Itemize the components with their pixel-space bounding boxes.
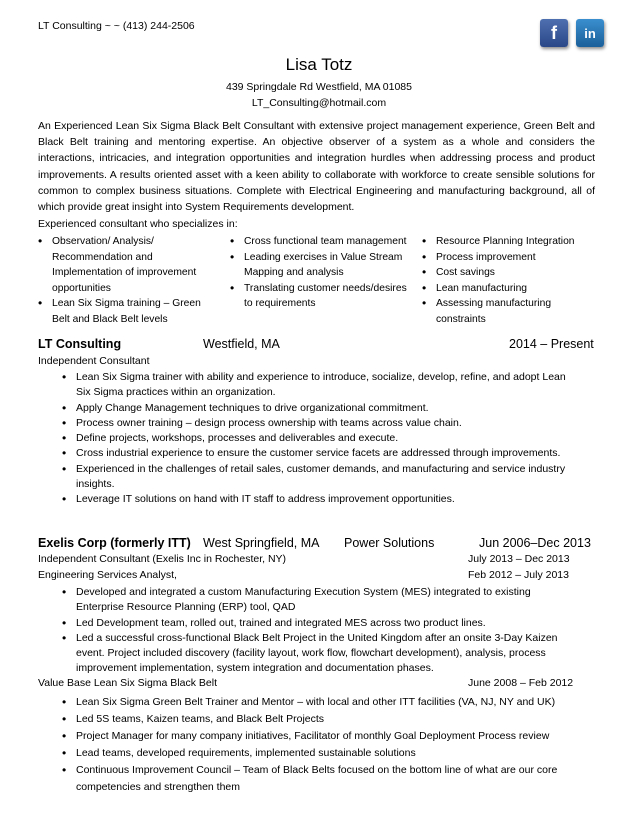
job1-company: LT Consulting — [38, 337, 122, 351]
job1-location: Westfield, MA — [203, 337, 280, 351]
role-title: Independent Consultant (Exelis Inc in Rochester, NY) — [38, 553, 287, 565]
role-dates: June 2008 – Feb 2012 — [468, 677, 574, 689]
specialties-intro: Experienced consultant who specializes in: — [38, 218, 238, 230]
role-dates: Feb 2012 – July 2013 — [468, 569, 569, 581]
list-item: • Lead teams, developed requirements, implemented sustainable solutions — [62, 745, 590, 762]
job1-dates: 2014 – Present — [509, 337, 594, 351]
list-item: • Led 5S teams, Kaizen teams, and Black Belt Projects — [62, 711, 590, 728]
job2-company: Exelis Corp (formerly ITT) — [38, 536, 191, 550]
email[interactable]: LT_Consulting@hotmail.com — [251, 97, 387, 109]
list-item: • Apply Change Management techniques to drive organizational commitment. — [62, 401, 570, 416]
job2-role2 — [38, 569, 595, 585]
list-item: • Lean Six Sigma trainer with ability and experience to introduce, socialize, develop, refine, and adopt Lean Six Sigma practices within an organization. — [62, 370, 570, 401]
list-item: • Process improvement — [422, 250, 602, 266]
header-contact: LT Consulting ~ ~ (413) 244-2506 — [38, 20, 195, 32]
role-dates: July 2013 – Dec 2013 — [468, 553, 570, 565]
job2-role2-bullets — [62, 585, 577, 677]
list-item: • Continuous Improvement Council – Team of Black Belts focused on the bottom line of what are our core competencies and strengthen them — [62, 762, 590, 796]
facebook-icon[interactable]: f — [540, 19, 568, 47]
job2-division: Power Solutions — [344, 536, 435, 550]
list-item: • Developed and integrated a custom Manufacturing Execution System (MES) integrated to existing Enterprise Resource Planning (ERP) tool, QAD — [62, 585, 577, 616]
list-item: • Define projects, workshops, processes and deliverables and execute. — [62, 431, 570, 446]
list-item: • Project Manager for many company initiatives, Facilitator of monthly Goal Deployment Process review — [62, 728, 590, 745]
list-item: • Lean manufacturing — [422, 281, 602, 297]
list-item: • Leading exercises in Value Stream Mapping and analysis — [230, 250, 408, 281]
linkedin-icon[interactable]: in — [576, 19, 604, 47]
list-item: • Process owner training – design process ownership with teams across value chain. — [62, 416, 570, 431]
list-item: • Lean Six Sigma Green Belt Trainer and Mentor – with local and other ITT facilities (VA, NJ, NY and UK) — [62, 694, 590, 711]
list-item: • Led a successful cross-functional Black Belt Project in the United Kingdom after an onsite 3-Day Kaizen event. Project included discovery (facility layout, work flow, flowchart development), analysis, process improvement implementation, system integration and documentation phases. — [62, 631, 577, 677]
job1-bullets — [62, 370, 570, 508]
list-item: • Translating customer needs/desires to requirements — [230, 281, 408, 312]
list-item: • Cross industrial experience to ensure the customer service facets are addressed through improvements. — [62, 446, 570, 461]
list-item: • Lean Six Sigma training – Green Belt and Black Belt levels — [38, 296, 218, 327]
role-title: Engineering Services Analyst, — [38, 569, 177, 581]
job2-dates: Jun 2006–Dec 2013 — [479, 536, 591, 550]
job2-role3 — [38, 677, 595, 693]
list-item: • Leverage IT solutions on hand with IT staff to address improvement opportunities. — [62, 492, 570, 507]
job1-title: Independent Consultant — [38, 355, 150, 367]
specialties-col3 — [422, 234, 602, 327]
list-item: • Led Development team, rolled out, trained and integrated MES across two product lines. — [62, 616, 577, 631]
list-item: • Assessing manufacturing constraints — [422, 296, 602, 327]
role-title: Value Base Lean Six Sigma Black Belt — [38, 677, 217, 689]
specialties-col2 — [230, 234, 408, 312]
address: 439 Springdale Rd Westfield, MA 01085 — [225, 81, 412, 93]
list-item: • Observation/ Analysis/ Recommendation and Implementation of improvement opportunities — [38, 234, 218, 296]
specialties-col1 — [38, 234, 218, 327]
list-item: • Cross functional team management — [230, 234, 408, 250]
job2-role1 — [38, 553, 595, 569]
candidate-name: Lisa Totz — [285, 55, 353, 74]
job2-location: West Springfield, MA — [203, 536, 320, 550]
list-item: • Resource Planning Integration — [422, 234, 602, 250]
list-item: • Cost savings — [422, 265, 602, 281]
list-item: • Experienced in the challenges of retail sales, customer demands, and manufacturing and service industry insights. — [62, 462, 570, 493]
job2-role3-bullets — [62, 694, 590, 796]
summary: An Experienced Lean Six Sigma Black Belt Consultant with extensive project management experience, Green Belt and Black Belt training and mentoring expertise. An objective observer of a system as a whole and considers the interactions, intricacies, and integration opportunities and integration hurdles when addressing process and product improvements. A results oriented asset with a keen ability to collaborate with workforce to create sensible solutions for common to complex business situations. Complete with Electrical Engineering and manufacturing background, all of which provide great insight into System Requirements development. — [38, 120, 595, 214]
